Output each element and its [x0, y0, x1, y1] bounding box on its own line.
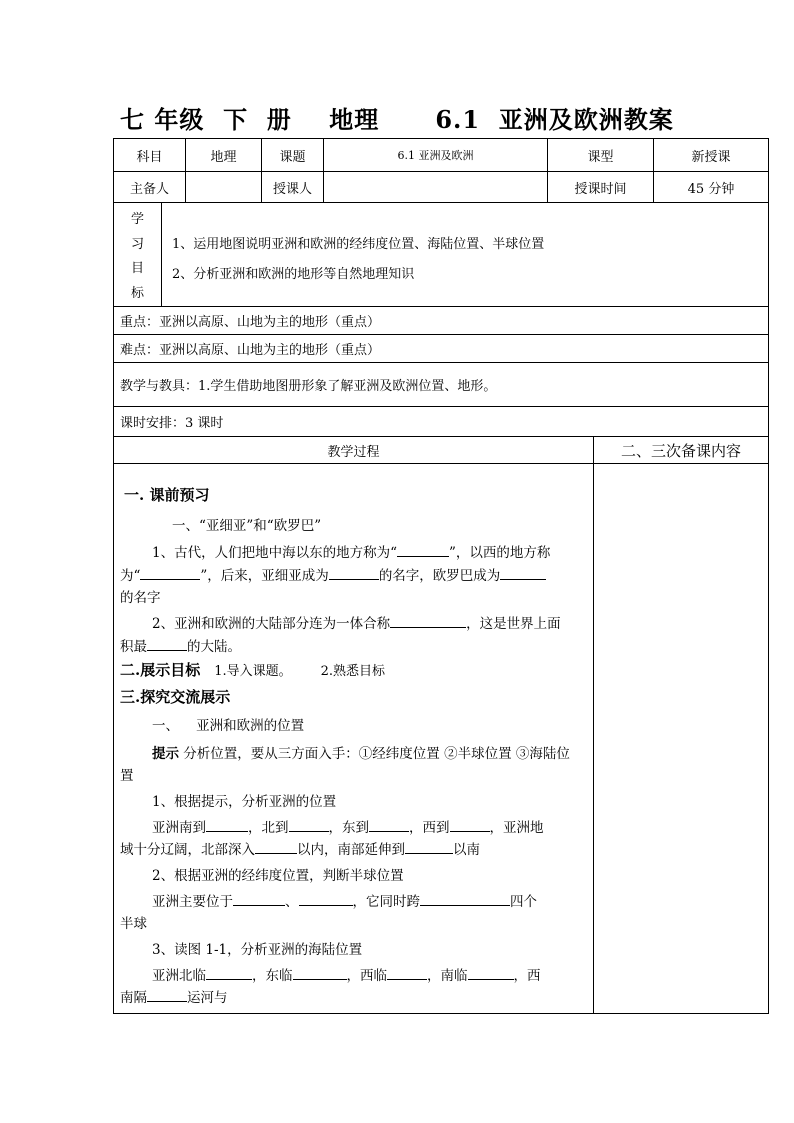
subject-value: 地理 [186, 139, 262, 172]
page-title: 七 年级 下 册 地理 6.1 亚洲及欧洲教案 [120, 105, 674, 134]
topic-label: 课题 [262, 139, 324, 172]
type-label: 课型 [548, 139, 654, 172]
section-goals: 二.展示目标 1.导入课题。 2.熟悉目标 [120, 661, 385, 679]
question-line: 3、读图 1-1，分析亚洲的海陆位置 [152, 942, 363, 958]
subsection-title: 一、“亚细亚”和“欧罗巴” [172, 518, 322, 534]
question-line: 南隔 运河与 [120, 990, 228, 1006]
preparer-label: 主备人 [114, 172, 186, 203]
hint-line: 提示 分析位置，要从三方面入手：①经纬度位置 ②半球位置 ③海陆位 [152, 746, 570, 762]
schedule-row: 课时安排：3 课时 [114, 407, 768, 437]
subject-label: 科目 [114, 139, 186, 172]
preparer-value [186, 172, 262, 203]
key-point-row: 重点：亚洲以高原、山地为主的地形（重点） [114, 307, 768, 335]
question-line: 亚洲南到 ，北到 ，东到 ，西到 ，亚洲地 [152, 820, 544, 836]
question-line: 1、根据提示，分析亚洲的位置 [152, 794, 337, 810]
goals-label-char: 标 [130, 286, 144, 302]
question-line: 1、古代，人们把地中海以东的地方称为“ ”，以西的地方称 [152, 545, 551, 561]
goals-label-char: 习 [130, 236, 144, 252]
question-line: 亚洲主要位于 、 ，它同时跨 四个 [152, 894, 537, 910]
goals-label-char: 目 [130, 261, 144, 277]
hint-line: 置 [120, 768, 134, 784]
teacher-value [324, 172, 548, 203]
time-label: 授课时间 [548, 172, 654, 203]
section-preview: 一. 课前预习 [124, 486, 210, 504]
process-body [114, 464, 594, 1013]
subsection-title: 一、 亚洲和欧洲的位置 [152, 718, 305, 734]
question-line: 2、根据亚洲的经纬度位置，判断半球位置 [152, 868, 404, 884]
goals-label-char: 学 [130, 211, 144, 227]
question-line: 亚洲北临 ，东临 ，西临 ，南临 ，西 [152, 968, 541, 984]
goal-item: 1、运用地图说明亚洲和欧洲的经纬度位置、海陆位置、半球位置 [172, 237, 545, 252]
revise-header: 二、三次备课内容 [594, 437, 768, 464]
lesson-plan-table [113, 138, 769, 1014]
topic-value: 6.1 亚洲及欧洲 [324, 139, 548, 172]
tools-row: 教学与教具：1.学生借助地图册形象了解亚洲及欧洲位置、地形。 [114, 363, 768, 407]
question-line: 的名字 [120, 590, 161, 606]
goals-content [162, 203, 768, 307]
goal-item: 2、分析亚洲和欧洲的地形等自然地理知识 [172, 267, 415, 282]
question-line: 2、亚洲和欧洲的大陆部分连为一体合称 ，这是世界上面 [152, 616, 561, 632]
section-explore: 三.探究交流展示 [120, 688, 231, 706]
question-line: 为“ ”，后来，亚细亚成为 的名字，欧罗巴成为 [120, 564, 546, 584]
type-value: 新授课 [654, 139, 768, 172]
question-line: 域十分辽阔，北部深入 以内，南部延伸到 以南 [120, 842, 480, 858]
process-header: 教学过程 [114, 437, 594, 464]
time-value: 45 分钟 [654, 172, 768, 203]
question-line: 积最 的大陆。 [120, 639, 241, 655]
difficulty-row: 难点：亚洲以高原、山地为主的地形（重点） [114, 335, 768, 363]
goals-label [114, 203, 162, 307]
question-line: 半球 [120, 916, 147, 932]
teacher-label: 授课人 [262, 172, 324, 203]
